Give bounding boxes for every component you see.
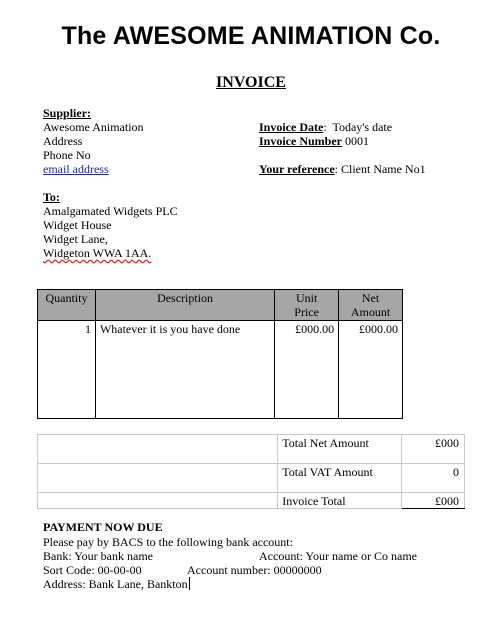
account-name: Account: Your name or Co name bbox=[259, 549, 417, 563]
supplier-name: Awesome Animation bbox=[43, 120, 144, 134]
header-description: Description bbox=[95, 290, 274, 321]
total-net-row bbox=[38, 435, 465, 464]
row-description: Whatever it is you have done bbox=[95, 321, 274, 419]
supplier-phone: Phone No bbox=[43, 148, 91, 162]
payment-heading: PAYMENT NOW DUE bbox=[43, 520, 163, 534]
row-net-amount: £000.00 bbox=[339, 321, 403, 419]
invoice-number-label: Invoice Number bbox=[259, 134, 342, 148]
supplier-email-link[interactable]: email address bbox=[43, 162, 109, 176]
bank-name: Bank: Your bank name bbox=[43, 549, 153, 563]
supplier-heading: Supplier: bbox=[43, 106, 92, 120]
header-net-amount-line2: Amount bbox=[350, 305, 391, 319]
table-header-row bbox=[38, 290, 403, 321]
bank-address-text: Address: Bank Lane, Bankton bbox=[43, 577, 188, 591]
table-row bbox=[38, 321, 403, 419]
row-unit-price: £000.00 bbox=[275, 321, 339, 419]
invoice-title: INVOICE bbox=[216, 74, 286, 91]
recipient-line: Widgeton WWA 1AA. bbox=[43, 246, 152, 260]
totals-spacer bbox=[38, 435, 278, 464]
total-vat-value: 0 bbox=[402, 464, 465, 493]
your-reference: Your reference: Client Name No1 bbox=[259, 162, 426, 176]
row-quantity: 1 bbox=[38, 321, 96, 419]
invoice-total-label: Invoice Total bbox=[278, 493, 402, 509]
invoice-date: Invoice Date: Today's date bbox=[259, 120, 393, 134]
header-quantity: Quantity bbox=[38, 290, 96, 321]
invoice-number-value: 0001 bbox=[345, 134, 369, 148]
total-net-label: Total Net Amount bbox=[278, 435, 402, 464]
totals-spacer bbox=[38, 493, 278, 509]
invoice-total-row bbox=[38, 493, 465, 509]
total-vat-row bbox=[38, 464, 465, 493]
header-net-amount-line1: Net bbox=[361, 291, 380, 305]
payment-instruction: Please pay by BACS to the following bank account: bbox=[43, 535, 293, 549]
account-number: Account number: 00000000 bbox=[187, 563, 322, 577]
recipient-line: Amalgamated Widgets PLC bbox=[43, 204, 178, 218]
bank-address[interactable] bbox=[43, 577, 190, 591]
recipient-heading: To: bbox=[43, 190, 60, 204]
totals-spacer bbox=[38, 464, 278, 493]
header-net-amount bbox=[339, 290, 403, 321]
header-unit-price-line2: Price bbox=[294, 305, 319, 319]
header-unit-price bbox=[275, 290, 339, 321]
totals-table bbox=[37, 434, 465, 509]
text-cursor bbox=[189, 577, 190, 590]
invoice-number bbox=[259, 134, 369, 148]
total-vat-label: Total VAT Amount bbox=[278, 464, 402, 493]
header-unit-price-line1: Unit bbox=[295, 291, 318, 305]
invoice-total-value: £000 bbox=[402, 493, 465, 509]
supplier-address: Address bbox=[43, 134, 83, 148]
total-net-value: £000 bbox=[402, 435, 465, 464]
your-reference-value: Client Name No1 bbox=[340, 162, 426, 176]
line-items-table bbox=[37, 289, 403, 419]
company-name: The AWESOME ANIMATION Co. bbox=[61, 22, 441, 50]
sort-code: Sort Code: 00-00-00 bbox=[43, 563, 142, 577]
invoice-date-label: Invoice Date bbox=[259, 120, 324, 134]
invoice-date-value: Today's date bbox=[332, 120, 393, 134]
recipient-line: Widget Lane, bbox=[43, 232, 108, 246]
your-reference-label: Your reference bbox=[259, 162, 335, 176]
recipient-line: Widget House bbox=[43, 218, 112, 232]
